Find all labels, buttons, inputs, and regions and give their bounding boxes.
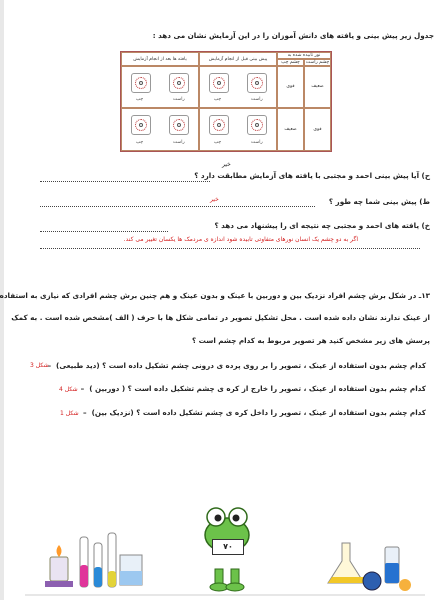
answer-kh: اگر به دو چشم یک انسان نورهای متفاوتی تابیده شود اندازه ی مردمک ها یکسان تغییر می کند. [123, 236, 358, 243]
row2-left-eye: ضعیف [277, 108, 304, 151]
q13-answer1: شکل 3 [30, 362, 49, 369]
page-number: ۷۰ [212, 539, 244, 555]
answer-t: خیر [210, 196, 219, 203]
eye-label-left: چپ [214, 97, 222, 102]
results-table [120, 51, 332, 152]
row2-prediction [199, 108, 277, 151]
q13-answer3: شکل 1 [60, 410, 79, 417]
q13-item2: کدام چشم بدون استفاده از عینک ، تصویر را خارج از کره ی چشم تشکیل داده است ؟ ( دوربین ) – [80, 384, 426, 393]
eye-label-left: چپ [136, 140, 144, 145]
header-right-eye: چشم راست [305, 60, 330, 65]
row1-findings [121, 66, 199, 108]
answer-line-t [40, 206, 315, 207]
eye-icon [169, 115, 189, 135]
q13-item3: کدام چشم بدون استفاده از عینک ، تصویر را داخل کره ی چشم تشکیل داده است ؟ (نزدیک بین) – [83, 408, 426, 417]
q13-answer2: شکل 4 [59, 386, 78, 393]
eye-icon [247, 115, 267, 135]
eye-icon [247, 73, 267, 93]
lab-flask-icon [328, 543, 411, 591]
q13-item1: کدام چشم بدون استفاده از عینک ، تصویر را بر روی پرده ی درونی چشم تشکیل داده است ؟ (دید طبیعی) – [47, 361, 426, 370]
question-h: ح) آیا پیش بینی احمد و مجتبی با یافته های آزمایش مطابقت دارد ؟ [194, 171, 430, 180]
eye-label-left: چپ [136, 97, 144, 102]
answer-line-h [40, 181, 210, 182]
q13-line2: از عینک ندارند نشان داده شده است . محل تشکیل تصویر در تمامی شکل ها با حرف ( الف )مشخص شده است . به کمک [11, 313, 430, 322]
row2-findings [121, 108, 199, 151]
row2-right-eye: قوی [304, 108, 331, 151]
eye-label-right: راست [251, 97, 263, 102]
eye-label-left: چپ [214, 140, 222, 145]
q13-item1-text: کدام چشم بدون استفاده از عینک ، تصویر را بر روی پرده ی درونی چشم تشکیل داده است ؟ (دید طبیعی) [56, 361, 426, 370]
eye-icon [209, 115, 229, 135]
test-tube-icon [80, 533, 116, 587]
intro-text: جدول زیر پیش بینی و یافته های دانش آموزان را در این آزمایش نشان می دهد : [152, 31, 434, 40]
question-kh: خ) یافته های احمد و مجتبی چه نتیجه ای را پیشنهاد می دهد ؟ [214, 221, 430, 230]
row1-left-eye: قوی [277, 66, 304, 108]
answer-h: خیر [222, 161, 231, 168]
beaker-icon [120, 555, 142, 585]
eye-label-right: راست [251, 140, 263, 145]
eye-label-right: راست [173, 140, 185, 145]
header-light: نور تابیده شده به [277, 52, 331, 59]
eye-icon [131, 115, 151, 135]
q13-item3-text: کدام چشم بدون استفاده از عینک ، تصویر را داخل کره ی چشم تشکیل داده است ؟ (نزدیک بین) [91, 408, 426, 417]
eye-label-right: راست [173, 97, 185, 102]
q13-line1: ۱۳ـ در شکل برش چشم افراد نزدیک بین و دوربین با عینک و بدون عینک و هم چنین برش چشم افرادی که نیازی به استفاده [0, 291, 430, 300]
header-left-eye: چشم چپ [277, 59, 304, 66]
eye-icon [209, 73, 229, 93]
eye-icon [131, 73, 151, 93]
header-prediction: پیش بینی قبل از انجام آزمایش [199, 52, 277, 66]
header-findings: یافته ها بعد از انجام آزمایش [121, 52, 199, 66]
burner-icon [45, 545, 73, 587]
row1-right-eye: ضعیف [304, 66, 331, 108]
q13-item2-text: کدام چشم بدون استفاده از عینک ، تصویر را خارج از کره ی چشم تشکیل داده است ؟ ( دوربین ) [89, 384, 426, 393]
eye-icon [169, 73, 189, 93]
row1-prediction [199, 66, 277, 108]
answer-line-kh-2 [40, 248, 420, 249]
answer-line-kh [40, 231, 168, 232]
q13-line3: پرسش های زیر مشخص کنید هر تصویر مربوط به کدام چشم است ؟ [191, 336, 430, 345]
question-t: ط) پیش بینی شما چه طور ؟ [328, 197, 430, 206]
